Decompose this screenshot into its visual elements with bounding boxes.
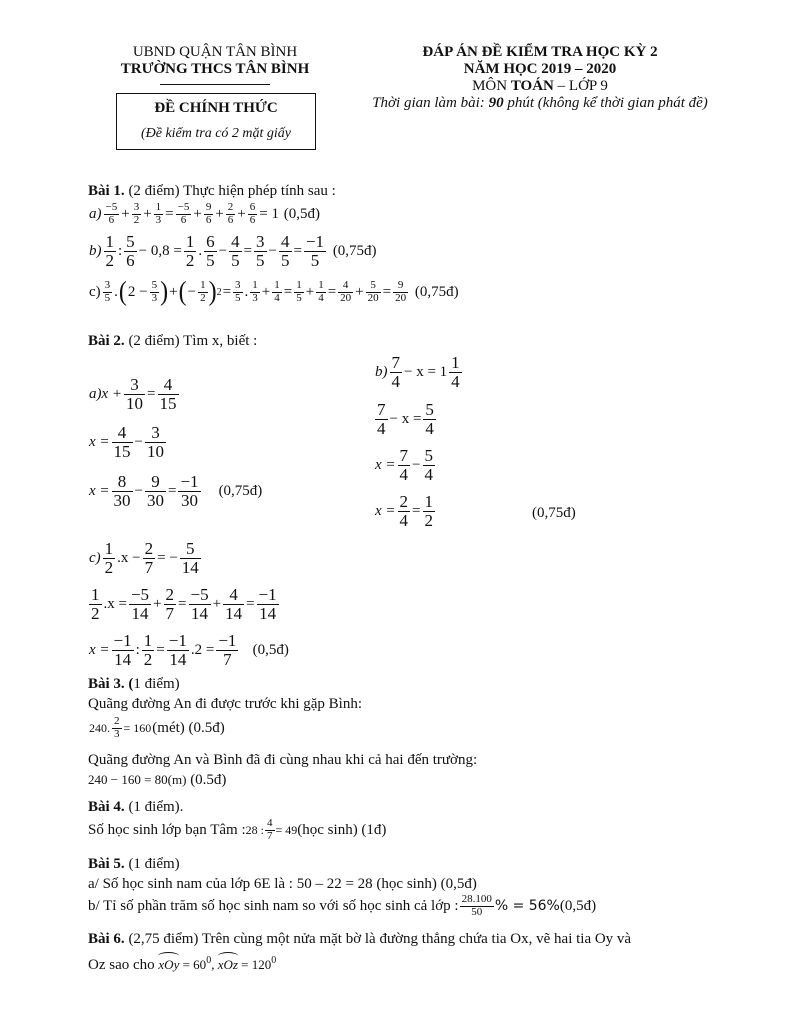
bai4-prefix: Số học sinh lớp bạn Tâm : bbox=[88, 821, 246, 838]
bai2-label: Bài 2. bbox=[88, 333, 125, 349]
official-box bbox=[116, 93, 316, 150]
bai2-b-line4: x = $\frac{2}{4}$ = $\frac{1}{2}$ bbox=[375, 492, 433, 530]
subject-prefix: MÔN bbox=[472, 78, 511, 94]
exam-title: ĐÁP ÁN ĐỀ KIỂM TRA HỌC KỲ 2 bbox=[422, 44, 658, 60]
bai1-c: c) $\frac{3}{5}$ . ( 2 − $\frac{5}{3}$ ) + ( − $\frac{1}{2}$ ) 2 = $\frac{3}{5}$ . $\frac{1}{3}$ + $\frac{1}{4}$ = $\frac{1}{5}$ + $\frac{1}{4}$ = $\frac{4}{20}$ + $\frac{5}{20}$ = $\frac{9}{20}$ (0,75đ) bbox=[89, 277, 459, 307]
bai3-calc1-unit: (mét) (0.5đ) bbox=[152, 719, 225, 736]
degree-mark-2: 0 bbox=[271, 955, 277, 966]
bai5-b-score: (0,5đ) bbox=[559, 897, 597, 914]
bai6-text: (2,75 điểm) Trên cùng một nửa mặt bờ là đường thẳng chứa tia Ox, vẽ hai tia Oy và bbox=[124, 931, 632, 947]
subject-line bbox=[360, 78, 720, 95]
bai2-b-score: (0,75đ) bbox=[532, 505, 576, 521]
bai2-c-line2: $\frac{1}{2}$ .x = $\frac{-5}{14}$ + $\frac{2}{7}$ = $\frac{-5}{14}$ + $\frac{4}{14}$ = $\frac{-1}{14}$ bbox=[91, 585, 277, 623]
school-year: NĂM HỌC 2019 – 2020 bbox=[463, 61, 617, 77]
bai4-calc-prefix: 28 : bbox=[245, 822, 264, 837]
time-prefix: Thời gian làm bài: bbox=[372, 95, 489, 111]
degree-mark-1: 0 bbox=[206, 955, 212, 966]
bai2-c-score: (0,5đ) bbox=[252, 641, 289, 658]
bai5-heading bbox=[88, 856, 180, 873]
bai3-calc1-suffix: = 160 bbox=[123, 720, 152, 735]
bai2-text: (2 điểm) Tìm x, biết : bbox=[124, 333, 258, 349]
bai5-b bbox=[88, 894, 596, 918]
bai4-text: (1 điểm). bbox=[124, 799, 184, 815]
bai6-line2: Oz sao cho xOy = $60^0$, xOz = $120^0$ bbox=[88, 955, 277, 973]
pages-note: (Đề kiểm tra có 2 mặt giấy bbox=[140, 126, 292, 141]
bai3-text: 1 điểm) bbox=[133, 676, 180, 692]
bai6-angle1: xOy bbox=[158, 957, 180, 972]
bai6-label: Bài 6. bbox=[88, 931, 125, 947]
bai5-label: Bài 5. bbox=[88, 856, 125, 872]
bai1-b: b) $\frac{1}{2}$ : $\frac{5}{6}$ − 0,8 = $\frac{1}{2}$ . $\frac{6}{5}$ − $\frac{4}{5}$ = $\frac{3}{5}$ − $\frac{4}{5}$ = $\frac{-1}{5}$ (0,75đ) bbox=[89, 232, 377, 270]
bai2-a-score: (0,75đ) bbox=[218, 482, 263, 499]
time-suffix: phút (không kể thời gian phát đề) bbox=[503, 95, 708, 111]
bai3-calc2-expr: 240 − 160 = 80(m) bbox=[88, 772, 187, 787]
bai6-line2-prefix: Oz sao cho bbox=[88, 957, 159, 973]
bai6-angle1-val: = 60 bbox=[179, 957, 207, 972]
bai5-b-result: % = 56% bbox=[494, 898, 560, 915]
bai2-heading bbox=[88, 333, 257, 350]
bai2-a-line2: x = $\frac{4}{15}$ − $\frac{3}{10}$ bbox=[89, 423, 164, 461]
bai5-text: (1 điểm) bbox=[124, 856, 180, 872]
bai2-c-line1: c) $\frac{1}{2}$ .x − $\frac{2}{7}$ = − $\frac{5}{14}$ bbox=[89, 539, 199, 577]
bai3-calc1: 240. $\frac{2}{3}$ = 160 (mét) (0.5đ) bbox=[89, 715, 225, 740]
bai6-angle2: xOz bbox=[217, 957, 238, 972]
bai2-a-line1: a)x + $\frac{3}{10}$ = $\frac{4}{15}$ bbox=[89, 375, 177, 413]
bai3-label: Bài 3. ( bbox=[88, 676, 134, 692]
bai4-label: Bài 4. bbox=[88, 799, 125, 815]
bai3-line1: Quãng đường An đi được trước khi gặp Bình: bbox=[88, 696, 362, 712]
bai1-b-score: (0,75đ) bbox=[332, 242, 377, 259]
bai5-a: a/ Số học sinh nam của lớp 6E là : 50 – 22 = 28 (học sinh) (0,5đ) bbox=[88, 876, 477, 892]
bai6-line1 bbox=[88, 931, 631, 948]
bai5-b-den: 50 bbox=[471, 905, 483, 918]
bai3-calc2-score: (0.5đ) bbox=[186, 772, 227, 788]
bai3-calc2 bbox=[88, 772, 226, 789]
bai1-label: Bài 1. bbox=[88, 183, 125, 199]
header-right bbox=[360, 44, 720, 112]
bai1-a-score: (0,5đ) bbox=[283, 205, 320, 222]
bai4-heading bbox=[88, 799, 183, 816]
grade: – LỚP 9 bbox=[553, 78, 608, 94]
bai1-text: (2 điểm) Thực hiện phép tính sau : bbox=[124, 183, 336, 199]
bai3-heading bbox=[88, 676, 180, 693]
header-left bbox=[100, 44, 330, 78]
subject: TOÁN bbox=[510, 78, 554, 94]
bai5-b-prefix: b/ Tỉ số phần trăm số học sinh nam so với số học sinh cả lớp : bbox=[88, 897, 459, 914]
school-name: TRƯỜNG THCS TÂN BÌNH bbox=[120, 61, 310, 77]
time-value: 90 bbox=[488, 95, 504, 111]
bai6-angle2-val: = 120 bbox=[237, 957, 272, 972]
bai2-b-line1: b) $\frac{7}{4}$ − x = 1 $\frac{1}{4}$ bbox=[375, 353, 460, 391]
bai4-calc-suffix: = 49 bbox=[275, 822, 298, 837]
district-name: UBND QUẬN TÂN BÌNH bbox=[132, 44, 298, 60]
bai2-b-line3: x = $\frac{7}{4}$ − $\frac{5}{4}$ bbox=[375, 446, 433, 484]
bai4-line: Số học sinh lớp bạn Tâm : 28 : $\frac{4}{7}$ = 49 (học sinh) (1đ) bbox=[88, 817, 387, 842]
bai3-calc1-prefix: 240. bbox=[89, 720, 110, 735]
bai2-b-line2: $\frac{7}{4}$ − x = $\frac{5}{4}$ bbox=[377, 400, 434, 438]
bai3-line2: Quãng đường An và Bình đã đi cùng nhau khi cả hai đến trường: bbox=[88, 752, 478, 768]
bai5-b-num: 28.100 bbox=[461, 893, 492, 905]
bai2-a-line3: x = $\frac{8}{30}$ − $\frac{9}{30}$ = $\frac{-1}{30}$ (0,75đ) bbox=[89, 472, 263, 510]
bai1-a: a) $\frac{-5}{6}$ + $\frac{3}{2}$ + $\frac{1}{3}$ = $\frac{-5}{6}$ + $\frac{9}{6}$ + $\frac{2}{6}$ + $\frac{6}{6}$ = 1 (0,5đ) bbox=[89, 201, 320, 226]
header-divider bbox=[160, 84, 270, 85]
bai1-c-score: (0,75đ) bbox=[414, 283, 459, 300]
bai2-c-line3: x = $\frac{-1}{14}$ : $\frac{1}{2}$ = $\frac{-1}{14}$ .2 = $\frac{-1}{7}$ (0,5đ) bbox=[89, 631, 289, 669]
official-label: ĐỀ CHÍNH THỨC bbox=[154, 100, 278, 116]
bai1-heading bbox=[88, 183, 336, 200]
bai4-suffix: (học sinh) (1đ) bbox=[297, 821, 387, 838]
time-line bbox=[360, 95, 720, 112]
